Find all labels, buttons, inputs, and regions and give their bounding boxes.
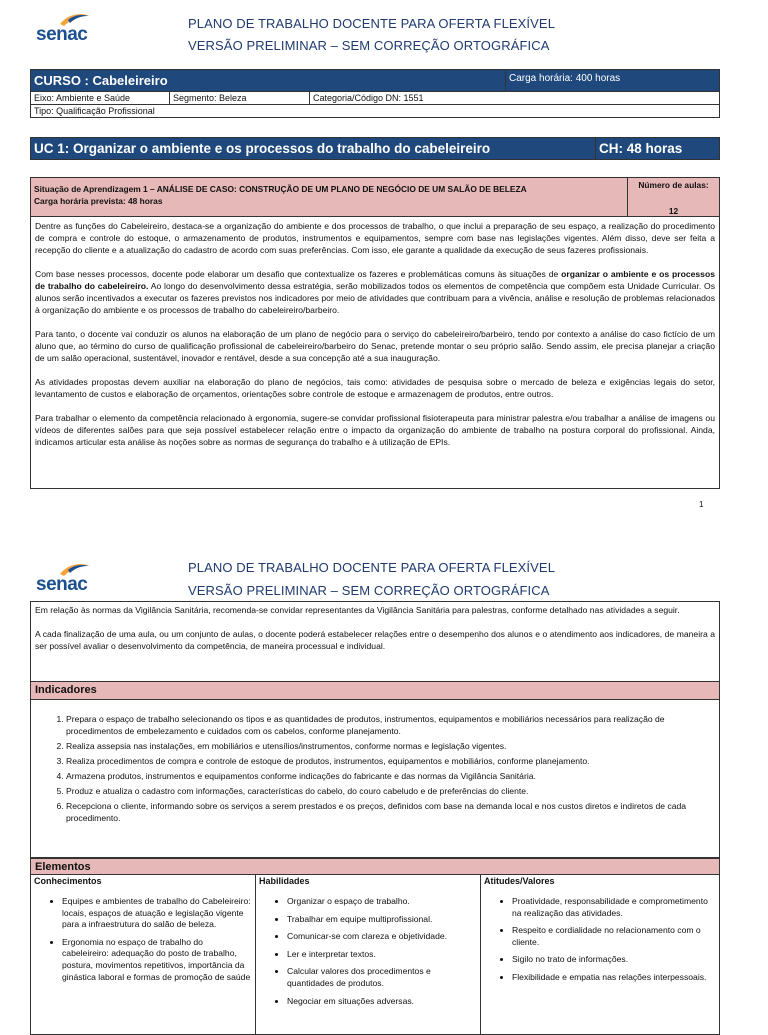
indicators-list [31,713,719,824]
skill-item: • Calcular valores dos procedimentos e quantidades de produtos. [287,966,477,989]
indicator-item: 4. Armazena produtos, instrumentos e equipamentos conforme indicações do fabricante e das normas da Vigilância Sanitária. [66,770,719,782]
situation-title-cell [31,178,628,216]
course-info-row [30,92,720,105]
situation-workload: Carga horária prevista: 48 horas [34,196,163,206]
classes-value: 12 [668,206,679,216]
paragraph-1: Dentre as funções do Cabeleireiro, destaca-se a organização do ambiente e dos processos de trabalho, o que inclui a preparação de seu espaço, a realização do procedimento de compra e controle do estoque, o armazenamento de produtos, instrumentos e equipamentos, sempre com base nas legislações vigentes. Além disso, deve ser feita a recepção do cliente e a atualização do cadastro de acordo com suas preferências. Com isso, ele garante a qualidade da execução de seus fazeres profissionais. [35,221,715,255]
senac-logo-page2 [36,560,96,600]
elements-table [30,875,720,1035]
uc-title: UC 1: Organizar o ambiente e os processos do trabalho do cabeleireiro [31,138,596,159]
course-title-row [30,69,720,92]
page-gap [0,515,768,550]
paragraph-2-bold: organizar o ambiente e os processos de trabalho do cabeleireiro. [35,269,715,291]
course-title: CURSO : Cabeleireiro [31,70,506,91]
course-categoria: Categoria/Código DN: 1551 [313,93,424,103]
paragraph-2 [35,268,715,316]
header-title-line2: VERSÃO PRELIMINAR – SEM CORREÇÃO ORTOGRÁFICA [188,583,550,598]
col-skills-title: Habilidades [259,876,310,886]
skill-item: • Organizar o espaço de trabalho. [287,896,477,908]
situation-title: Situação de Aprendizagem 1 – ANÁLISE DE CASO: CONSTRUÇÃO DE UM PLANO DE NEGÓCIO DE UM SALÃO DE BELEZA [34,184,527,194]
page-number: 1 [699,500,704,509]
attitude-item: • Sigilo no trato de informações. [512,954,716,966]
skill-item: • Negociar em situações adversas. [287,996,477,1008]
skill-item: • Comunicar-se com clareza e objetividade. [287,931,477,943]
course-segmento: Segmento: Beleza [170,92,310,104]
paragraph-7: A cada finalização de uma aula, ou um conjunto de aulas, o docente poderá estabelecer relações entre o desempenho dos alunos e o atendimento aos indicadores, de maneira a ser possível avaliar o desenvolvimento da competência, de maneira processual e individual. [35,629,715,651]
paragraph-2-part-c: Ao longo do desenvolvimento dessa estratégia, serão mobilizados todos os elementos de competência que compõem esta Unidade Curricular. Os alunos serão incentivados a executar os fazeres previstos nos indicadores por meio de atividades que contribuam para a vivência, análise e resolução de problemas relacionados à organização do ambiente e os processos de trabalho do cabeleireiro/barbeiro. [35,281,715,315]
header-title-line2: VERSÃO PRELIMINAR – SEM CORREÇÃO ORTOGRÁFICA [188,38,550,53]
knowledge-list [34,896,252,983]
indicators-box [30,700,720,858]
classes-cell [628,178,719,216]
skill-item: • Trabalhar em equipe multiprofissional. [287,914,477,926]
attitude-item: • Proatividade, responsabilidade e comprometimento na realização das atividades. [512,896,716,919]
situation-body [30,217,720,489]
classes-label: Número de aulas: [638,180,709,190]
course-eixo: Eixo: Ambiente e Saúde [31,92,170,104]
indicator-item: 3. Realiza procedimentos de compra e controle de estoque de produtos, instrumentos, equipamentos e mobiliários, conforme planejamento. [66,755,719,767]
paragraph-5: Para trabalhar o elemento da competência relacionado à ergonomia, sugere-se convidar profissional fisioterapeuta para ministrar palestra e/ou trabalhar a análise de imagens ou vídeos de diferentes salões para que seja possível estabelecer relação entre o impacto da organização do ambiente de trabalho na postura corporal do profissional. Ainda, indicamos articular esta análise às noções sobre as normas de segurança do trabalho e à utilização de EPIs. [35,413,715,447]
indicator-item: 5. Produz e atualiza o cadastro com informações, características do cabelo, do couro cabeludo e de preferências do cliente. [66,785,719,797]
course-workload: Carga horária: 400 horas [509,73,621,84]
senac-logo [36,10,96,50]
course-tipo: Tipo: Qualificação Profissional [34,106,155,116]
header-title-line1: PLANO DE TRABALHO DOCENTE PARA OFERTA FLEXÍVEL [188,560,556,575]
indicator-item: 6. Recepciona o cliente, informando sobre os serviços a serem prestados e os preços, definidos com base na demanda local e nos custos diretos e indiretos de cada procedimento. [66,800,719,824]
header-title-line1: PLANO DE TRABALHO DOCENTE PARA OFERTA FLEXÍVEL [188,16,556,31]
skills-list [259,896,477,1007]
attitude-item: • Flexibilidade e empatia nas relações interpessoais. [512,972,716,984]
attitudes-list [484,896,716,984]
document-page-1 [0,0,768,515]
continued-text-box [30,601,720,682]
logo-wordmark: senac [36,24,88,45]
col-attitudes-title: Atitudes/Valores [484,876,555,886]
course-type-row [30,105,720,118]
uc-ch: CH: 48 horas [599,141,683,156]
skill-item: • Ler e interpretar textos. [287,949,477,961]
indicator-item: 1. Prepara o espaço de trabalho selecionando os tipos e as quantidades de produtos, instrumentos, equipamentos e mobiliários necessários para realização de procedimentos de embelezamento e cuidados com os cabelos, conforme planejamento. [66,713,719,737]
paragraph-6: Em relação às normas da Vigilância Sanitária, recomenda-se convidar representantes da Vigilância Sanitária para palestras, conforme detalhado nas atividades a seguir. [35,605,680,615]
uc-bar [30,137,720,160]
elements-col-knowledge [31,875,256,1034]
col-knowledge-title: Conhecimentos [34,876,102,886]
logo-wordmark: senac [36,574,88,595]
document-page-2 [0,550,768,1024]
paragraph-3: Para tanto, o docente vai conduzir os alunos na elaboração de um plano de negócio para o serviço do cabeleireiro/barbeiro, tendo por contexto a análise do caso fictício de um aluno que, ao término do curso de qualificação profissional de cabeleireiro/barbeiro do Senac, pretende montar o seu próprio salão. Sendo assim, ele precisa planejar a criação de um salão operacional, sustentável, inovador e rentável, desde a sua concepção até a sua inauguração. [35,329,715,363]
attitude-item: • Respeito e cordialidade no relacionamento com o cliente. [512,925,716,948]
situation-header [30,177,720,217]
paragraph-2-part-a: Com base nesses processos, docente pode elaborar um desafio que contextualize os fazeres e problemáticas comuns às situações de [35,269,562,279]
paragraph-4: As atividades propostas devem auxiliar na elaboração do plano de negócios, tais como: atividades de pesquisa sobre o mercado de beleza e exigências legais do setor, levantamento de custos e elaboração de orçamentos, orientações sobre controle de estoque e armazenagem de produtos, entre outros. [35,377,715,399]
indicator-item: 2. Realiza assepsia nas instalações, em mobiliários e utensílios/instrumentos, conforme normas e legislação vigentes. [66,740,719,752]
indicators-heading: Indicadores [30,682,720,700]
knowledge-item: • Ergonomia no espaço de trabalho do cabeleireiro: adequação do posto de trabalho, postura, movimentos repetitivos, importância da ginástica laboral e formas de promoção de saúde [62,937,252,983]
elements-heading: Elementos [30,858,720,875]
knowledge-item: • Equipes e ambientes de trabalho do Cabeleireiro: locais, espaços de atuação e legislação vigente para a infraestrutura do salão de beleza. [62,896,252,931]
elements-col-attitudes [481,875,719,1034]
elements-col-skills [256,875,481,1034]
